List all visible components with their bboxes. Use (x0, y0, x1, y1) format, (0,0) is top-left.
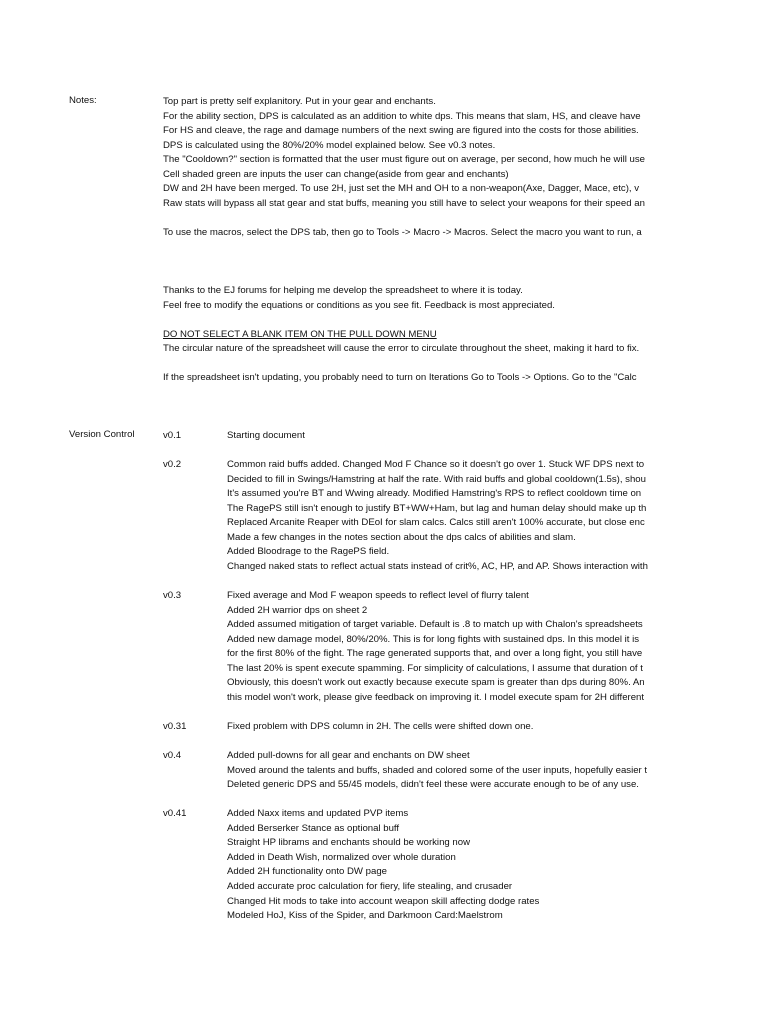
version-number: v0.41 (163, 808, 187, 820)
version-number: v0.2 (163, 459, 182, 471)
version-change-line: Fixed average and Mod F weapon speeds to reflect level of flurry talent (227, 590, 529, 602)
version-change-line: Deleted generic DPS and 55/45 models, didn't feel these were accurate enough to be of any use. (227, 779, 639, 791)
version-number: v0.1 (163, 430, 182, 441)
version-change-line: Starting document (227, 430, 305, 441)
note-line (163, 211, 668, 226)
version-entry (163, 720, 668, 735)
version-entry (163, 807, 668, 923)
version-entry (163, 458, 668, 574)
version-change-line: Made a few changes in the notes section about the dps calcs of abilities and slam. (227, 531, 576, 543)
note-line: DO NOT SELECT A BLANK ITEM ON THE PULL DOWN MENU (163, 328, 437, 340)
note-line (163, 255, 668, 270)
version-change-line: Added 2H warrior dps on sheet 2 (227, 604, 368, 616)
note-line: Top part is pretty self explanitory. Put in your gear and enchants. (163, 96, 436, 107)
version-changes (227, 807, 668, 923)
note-line (163, 270, 668, 285)
version-change-line: Obviously, this doesn't work out exactly because execute spam is greater than dps during 80%. An (227, 677, 645, 689)
version-number: v0.3 (163, 590, 182, 602)
version-change-line: Added Bloodrage to the RagePS field. (227, 546, 390, 558)
note-line: Raw stats will bypass all stat gear and stat buffs, meaning you still have to select your weapons for their speed an (163, 197, 645, 209)
version-changes (227, 720, 668, 735)
version-change-line: Modeled HoJ, Kiss of the Spider, and Darkmoon Card:Maelstrom (227, 910, 503, 922)
note-line: DW and 2H have been merged. To use 2H, just set the MH and OH to a non-weapon(Axe, Dagger, Mace, etc), v (163, 183, 640, 195)
version-change-line: It's assumed you're BT and Wwing already. Modified Hamstring's RPS to reflect cooldown time on (227, 488, 642, 500)
version-change-line: Added accurate proc calculation for fiery, life stealing, and crusader (227, 880, 513, 892)
version-change-line: Added Berserker Stance as optional buff (227, 822, 400, 834)
version-changes (227, 749, 668, 793)
note-line: If the spreadsheet isn't updating, you probably need to turn on Iterations Go to Tools -> Options. Go to the "Calc (163, 372, 637, 384)
note-line: Feel free to modify the equations or conditions as you see fit. Feedback is most appreciated. (163, 299, 555, 311)
version-control-label: Version Control (69, 429, 135, 440)
version-change-line: Changed Hit mods to take into account weapon skill affecting dodge rates (227, 895, 540, 907)
version-change-line: for the first 80% of the fight. The rage generated supports that, and over a long fight, you still have (227, 648, 643, 660)
version-entry (163, 589, 668, 705)
version-change-line: Added pull-downs for all gear and enchants on DW sheet (227, 750, 470, 762)
note-line: For HS and cleave, the rage and damage numbers of the next swing are figured into the costs for those abilities. (163, 125, 639, 137)
version-change-line: Straight HP librams and enchants should be working now (227, 837, 471, 849)
version-number: v0.4 (163, 750, 182, 762)
note-line: Cell shaded green are inputs the user can change(aside from gear and enchants) (163, 168, 509, 180)
version-change-line: Decided to fill in Swings/Hamstring at half the rate. With raid buffs and global cooldown(1.5s), shou (227, 473, 646, 485)
version-changes (227, 429, 668, 444)
notes-label: Notes: (69, 95, 97, 106)
version-list (163, 429, 668, 938)
notes-block (163, 95, 668, 386)
version-change-line: Added new damage model, 80%/20%. This is for long fights with sustained dps. In this model it is (227, 633, 640, 645)
version-change-line: The RagePS still isn't enough to justify BT+WW+Ham, but lag and human delay should make up th (227, 502, 647, 514)
note-line: Thanks to the EJ forums for helping me develop the spreadsheet to where it is today. (163, 285, 523, 297)
note-line: To use the macros, select the DPS tab, then go to Tools -> Macro -> Macros. Select the macro you want to run, a (163, 226, 642, 238)
note-line (163, 357, 668, 372)
version-change-line: The last 20% is spent execute spamming. For simplicity of calculations, I assume that duration of t (227, 662, 643, 674)
note-line: For the ability section, DPS is calculated as an addition to white dps. This means that slam, HS, and cleave have (163, 110, 641, 122)
version-change-line: this model won't work, please give feedback on improving it. I model execute spam for 2H different (227, 691, 645, 703)
note-line (163, 313, 668, 328)
version-change-line: Common raid buffs added. Changed Mod F Chance so it doesn't go over 1. Stuck WF DPS next to (227, 459, 645, 471)
version-number: v0.31 (163, 720, 187, 732)
version-change-line: Changed naked stats to reflect actual stats instead of crit%, AC, HP, and AP. Shows interaction with (227, 560, 648, 572)
version-change-line: Moved around the talents and buffs, shaded and colored some of the user inputs, hopefully easier t (227, 764, 648, 776)
note-line: The "Cooldown?" section is formatted that the user must figure out on average, per second, how much he will use (163, 154, 645, 166)
version-entry (163, 429, 668, 444)
version-change-line: Added in Death Wish, normalized over whole duration (227, 851, 456, 863)
note-line: The circular nature of the spreadsheet will cause the error to circulate throughout the sheet, making it hard to fix. (163, 343, 640, 355)
version-change-line: Added assumed mitigation of target variable. Default is .8 to match up with Chalon's spreadsheets (227, 619, 643, 631)
version-entry (163, 749, 668, 793)
version-change-line: Fixed problem with DPS column in 2H. The cells were shifted down one. (227, 720, 534, 732)
note-line (163, 240, 668, 255)
version-change-line: Added 2H functionality onto DW page (227, 866, 387, 878)
version-changes (227, 589, 668, 705)
note-line: DPS is calculated using the 80%/20% model explained below. See v0.3 notes. (163, 139, 496, 151)
version-change-line: Replaced Arcanite Reaper with DEoI for slam calcs. Calcs still aren't 100% accurate, but close enc (227, 517, 645, 529)
version-change-line: Added Naxx items and updated PVP items (227, 808, 409, 820)
version-changes (227, 458, 668, 574)
